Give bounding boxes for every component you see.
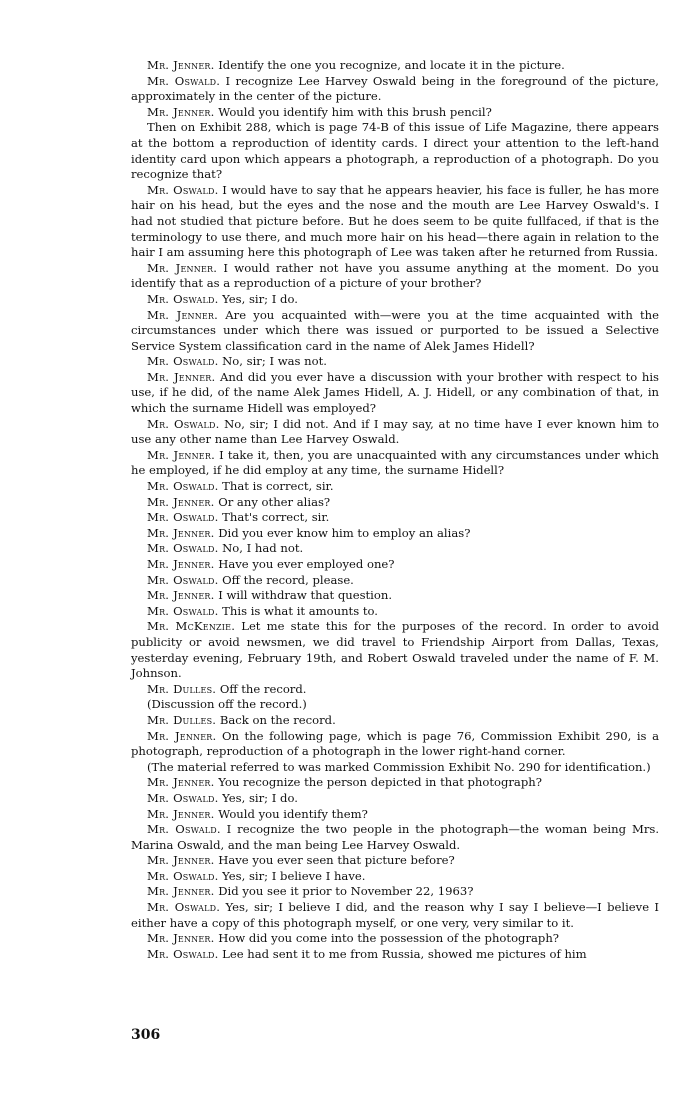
transcript-paragraph xyxy=(131,822,659,853)
speaker-label: Mr. Jenner. xyxy=(147,884,215,899)
speech-text: Or any other alias? xyxy=(218,494,331,509)
speaker-label: Mr. McKenzie. xyxy=(147,619,236,634)
transcript-paragraph xyxy=(131,495,659,511)
speaker-label: Mr. Oswald. xyxy=(147,291,219,306)
transcript-paragraph xyxy=(131,573,659,589)
speaker-label: Mr. Oswald. xyxy=(147,868,219,883)
speech-text: No, sir; I was not. xyxy=(222,354,327,369)
speaker-label: Mr. Jenner. xyxy=(147,728,217,743)
transcript-paragraph xyxy=(131,713,659,729)
speech-text: Lee had sent it to me from Russia, showed me pictures of him xyxy=(222,946,587,961)
transcript-paragraph xyxy=(131,370,659,417)
speaker-label: Mr. Jenner. xyxy=(147,447,215,462)
speaker-label: Mr. Jenner. xyxy=(147,525,215,540)
speech-text: No, I had not. xyxy=(222,541,304,556)
transcript-paragraph xyxy=(131,58,659,74)
speech-text: Are you acquainted with—were you at the time acquainted with the circumstances under which there was issued or purported to be issued a Selective Service System classification card in the name of Alek James Hidell? xyxy=(131,307,659,353)
speaker-label: Mr. Jenner. xyxy=(147,307,219,322)
transcript-paragraph xyxy=(131,807,659,823)
speech-text: On the following page, which is page 76, Commission Exhibit 290, is a photograph, reproduction of a photograph in the lower right-hand corner. xyxy=(131,728,659,759)
speech-text: I would rather not have you assume anything at the moment. Do you identify that as a reproduction of a picture of your brother? xyxy=(131,260,660,291)
speaker-label: Mr. Jenner. xyxy=(147,775,215,790)
speech-text: Did you ever know him to employ an alias? xyxy=(218,525,471,540)
transcript-paragraph xyxy=(131,791,659,807)
transcript-paragraph xyxy=(131,417,659,448)
speech-text: I recognize the two people in the photograph—the woman being Mrs. Marina Oswald, and the man being Lee Harvey Oswald. xyxy=(131,822,660,852)
speech-text: Would you identify them? xyxy=(218,806,368,821)
speech-text: Then on Exhibit 288, which is page 74-B of this issue of Life Magazine, there appears at the bottom a reproduction of identity cards. I direct your attention to the left-hand identity card upon which appears a photograph, a reproduction of a photograph. Do you recognize that? xyxy=(131,120,659,182)
speech-text: Let me state this for the purposes of the record. In order to avoid publicity or avoid newsmen, we did travel to Friendship Airport from Dallas, Texas, yesterday evening, February 19th, and Robert Oswald traveled under the name of F. M. Johnson. xyxy=(131,619,659,681)
speaker-label: Mr. Jenner. xyxy=(147,494,215,509)
speaker-label: Mr. Oswald. xyxy=(147,572,219,587)
speaker-label: Mr. Dulles. xyxy=(147,712,217,727)
speaker-label: Mr. Jenner. xyxy=(147,369,216,384)
transcript-paragraph xyxy=(131,884,659,900)
transcript-body xyxy=(131,58,659,962)
transcript-paragraph xyxy=(131,697,659,713)
transcript-paragraph xyxy=(131,869,659,885)
transcript-paragraph xyxy=(131,308,659,355)
speaker-label: Mr. Jenner. xyxy=(147,260,218,275)
speech-text: That is correct, sir. xyxy=(222,479,334,494)
speaker-label: Mr. Oswald. xyxy=(147,822,221,837)
speaker-label: Mr. Jenner. xyxy=(147,931,215,946)
transcript-paragraph xyxy=(131,448,659,479)
speaker-label: Mr. Jenner. xyxy=(147,104,215,119)
transcript-paragraph xyxy=(131,588,659,604)
transcript-paragraph xyxy=(131,775,659,791)
speaker-label: Mr. Oswald. xyxy=(147,541,219,556)
speech-text: I would have to say that he appears heavier, his face is fuller, he has more hair on his head, but the eyes and the nose and the mouth are Lee Harvey Oswald's. I had not studied that picture before. But he does seem to be quite fullfaced, if that is the terminology to use there, and much more hair on his head—there again in relation to the hair I am assuming here this photograph of Lee was taken after he returned from Russia. xyxy=(131,182,660,260)
transcript-paragraph xyxy=(131,541,659,557)
speech-text: I will withdraw that question. xyxy=(218,588,393,603)
speaker-label: Mr. Oswald. xyxy=(147,182,219,197)
speech-text: (Discussion off the record.) xyxy=(147,697,307,712)
speaker-label: Mr. Jenner. xyxy=(147,588,215,603)
speech-text: Yes, sir; I believe I have. xyxy=(222,868,366,883)
speaker-label: Mr. Oswald. xyxy=(147,603,219,618)
transcript-paragraph xyxy=(131,74,659,105)
speaker-label: Mr. Oswald. xyxy=(147,73,221,88)
speaker-label: Mr. Jenner. xyxy=(147,853,215,868)
transcript-paragraph xyxy=(131,479,659,495)
speech-text: Identify the one you recognize, and locate it in the picture. xyxy=(218,58,565,72)
transcript-paragraph xyxy=(131,931,659,947)
speech-text: And did you ever have a discussion with your brother with respect to his use, if he did, of the name Alek James Hidell, A. J. Hidell, or any combination of that, in which the surname Hidell was employed? xyxy=(131,369,659,416)
speaker-label: Mr. Jenner. xyxy=(147,806,215,821)
transcript-paragraph xyxy=(131,760,659,776)
speaker-label: Mr. Oswald. xyxy=(147,354,219,369)
transcript-paragraph xyxy=(131,557,659,573)
speech-text: (The material referred to was marked Commission Exhibit No. 290 for identification.) xyxy=(147,759,651,774)
speaker-label: Mr. Oswald. xyxy=(147,479,219,494)
transcript-paragraph xyxy=(131,729,659,760)
speech-text: That's correct, sir. xyxy=(222,510,330,525)
transcript-paragraph xyxy=(131,183,659,261)
speech-text: Yes, sir; I do. xyxy=(222,790,298,805)
speaker-label: Mr. Oswald. xyxy=(147,510,219,525)
speaker-label: Mr. Oswald. xyxy=(147,416,220,431)
speaker-label: Mr. Jenner. xyxy=(147,557,215,571)
transcript-paragraph xyxy=(131,510,659,526)
transcript-paragraph xyxy=(131,354,659,370)
transcript-paragraph xyxy=(131,120,659,182)
transcript-paragraph xyxy=(131,105,659,121)
transcript-paragraph xyxy=(131,947,659,963)
speech-text: This is what it amounts to. xyxy=(222,603,378,618)
transcript-paragraph xyxy=(131,526,659,542)
speech-text: Would you identify him with this brush pencil? xyxy=(218,104,492,119)
transcript-paragraph xyxy=(131,853,659,869)
page-number: 306 xyxy=(131,1027,161,1043)
speech-text: Yes, sir; I do. xyxy=(222,291,298,306)
speech-text: How did you come into the possession of the photograph? xyxy=(218,931,560,946)
speech-text: Did you see it prior to November 22, 1963? xyxy=(218,884,474,899)
speech-text: Off the record. xyxy=(219,681,307,696)
speech-text: Have you ever seen that picture before? xyxy=(218,853,455,868)
speaker-label: Mr. Dulles. xyxy=(147,681,217,696)
speaker-label: Mr. Oswald. xyxy=(147,790,219,805)
speech-text: Yes, sir; I believe I did, and the reason why I say I believe—I believe I either have a copy of this photograph myself, or one very, very similar to it. xyxy=(131,900,659,930)
speech-text: Back on the record. xyxy=(219,712,336,727)
speech-text: You recognize the person depicted in that photograph? xyxy=(218,775,542,790)
transcript-paragraph xyxy=(131,682,659,698)
speech-text: Have you ever employed one? xyxy=(218,557,395,571)
speech-text: I take it, then, you are unacquainted with any circumstances under which he employed, if he did employ at any time, the surname Hidell? xyxy=(131,447,660,478)
transcript-paragraph xyxy=(131,604,659,620)
transcript-paragraph xyxy=(131,900,659,931)
transcript-paragraph xyxy=(131,261,659,292)
transcript-paragraph xyxy=(131,292,659,308)
speech-text: I recognize Lee Harvey Oswald being in the foreground of the picture, approximately in the center of the picture. xyxy=(131,73,659,104)
transcript-paragraph xyxy=(131,619,659,681)
speech-text: No, sir; I did not. And if I may say, at no time have I ever known him to use any other name than Lee Harvey Oswald. xyxy=(131,416,659,447)
speaker-label: Mr. Oswald. xyxy=(147,946,219,961)
speaker-label: Mr. Oswald. xyxy=(147,900,221,915)
speaker-label: Mr. Jenner. xyxy=(147,58,215,72)
speech-text: Off the record, please. xyxy=(222,572,354,587)
